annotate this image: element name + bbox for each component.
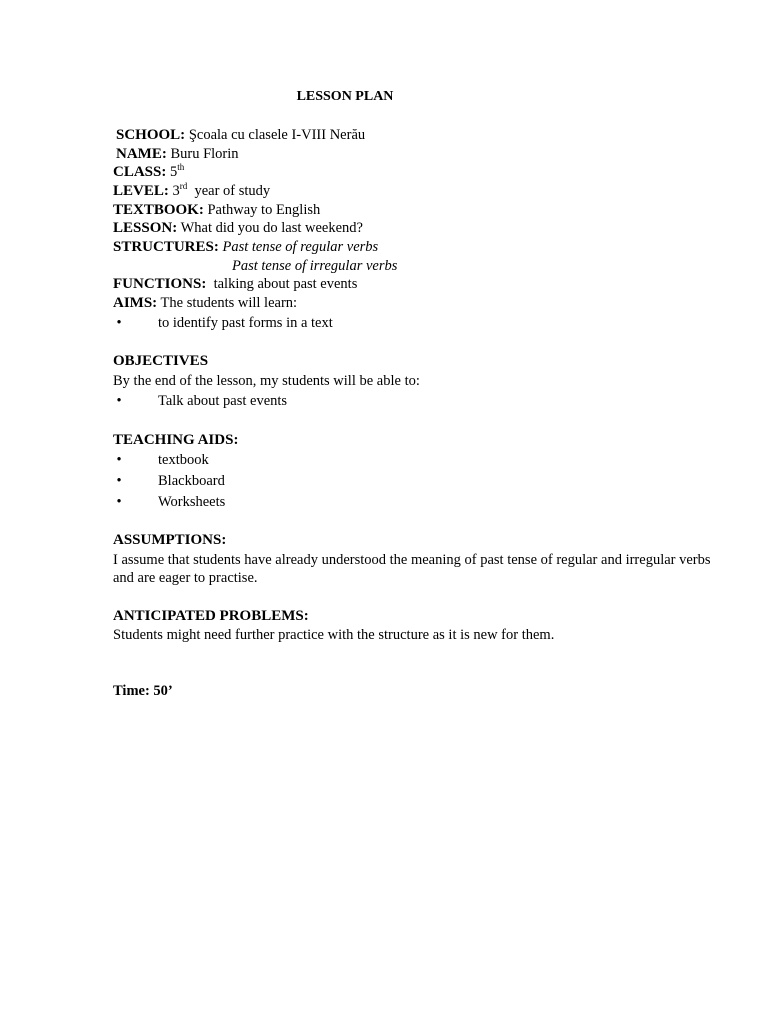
- level-label: LEVEL:: [113, 183, 169, 199]
- teaching-aids-heading: TEACHING AIDS:: [113, 432, 239, 448]
- teaching-aid-text: Blackboard: [158, 473, 225, 489]
- anticipated-problems-heading: ANTICIPATED PROBLEMS:: [113, 608, 309, 624]
- time-label: Time: 50’: [113, 683, 173, 699]
- name-line: [116, 145, 239, 163]
- class-line: [113, 163, 184, 181]
- objectives-heading: OBJECTIVES: [113, 353, 209, 369]
- assumptions-heading: ASSUMPTIONS:: [113, 532, 227, 548]
- anticipated-problems-text: Students might need further practice with the structure as it is new for them.: [113, 627, 555, 643]
- structures-line2: Past tense of irregular verbs: [232, 258, 398, 274]
- functions-label: FUNCTIONS:: [113, 276, 207, 292]
- assumptions-text: I assume that students have already understood the meaning of past tense of regular and irregular verbs and are eager to practise.: [113, 552, 711, 586]
- class-suffix: th: [177, 162, 185, 172]
- structures-label: STRUCTURES:: [113, 239, 219, 255]
- level-line: [113, 182, 270, 200]
- objectives-bullet-text: Talk about past events: [158, 393, 288, 409]
- level-value: 3: [172, 183, 180, 199]
- aims-label: AIMS:: [113, 295, 158, 311]
- lesson-line: [113, 219, 363, 237]
- bullet-icon: •: [116, 452, 122, 468]
- aims-bullet-text: to identify past forms in a text: [158, 315, 333, 331]
- functions-line: [113, 275, 357, 293]
- class-value: 5: [169, 164, 178, 180]
- bullet-icon: •: [116, 315, 122, 331]
- name-value: Buru Florin: [170, 146, 239, 162]
- aims-line: [113, 294, 297, 312]
- textbook-value: Pathway to English: [207, 202, 321, 218]
- school-line: [116, 126, 365, 144]
- teaching-aid-text: textbook: [158, 452, 209, 468]
- class-label: CLASS:: [113, 164, 167, 180]
- page-title: LESSON PLAN: [296, 89, 394, 104]
- functions-value: talking about past events: [213, 276, 358, 292]
- lesson-label: LESSON:: [113, 220, 178, 236]
- structures-line1: Past tense of regular verbs: [222, 239, 379, 255]
- structures-line: [113, 238, 378, 256]
- name-label: NAME:: [116, 146, 167, 162]
- teaching-aid-text: Worksheets: [158, 494, 226, 510]
- bullet-icon: •: [116, 393, 122, 409]
- aims-value: The students will learn:: [160, 295, 298, 311]
- bullet-icon: •: [116, 494, 122, 510]
- objectives-intro: By the end of the lesson, my students will be able to:: [113, 373, 420, 389]
- school-label: SCHOOL:: [116, 127, 186, 143]
- bullet-icon: •: [116, 473, 122, 489]
- level-rest: year of study: [194, 183, 271, 199]
- school-value: Şcoala cu clasele I-VIII Nerău: [188, 127, 366, 143]
- lesson-value: What did you do last weekend?: [180, 220, 363, 236]
- textbook-line: [113, 201, 320, 219]
- textbook-label: TEXTBOOK:: [113, 202, 204, 218]
- level-suffix: rd: [179, 181, 188, 191]
